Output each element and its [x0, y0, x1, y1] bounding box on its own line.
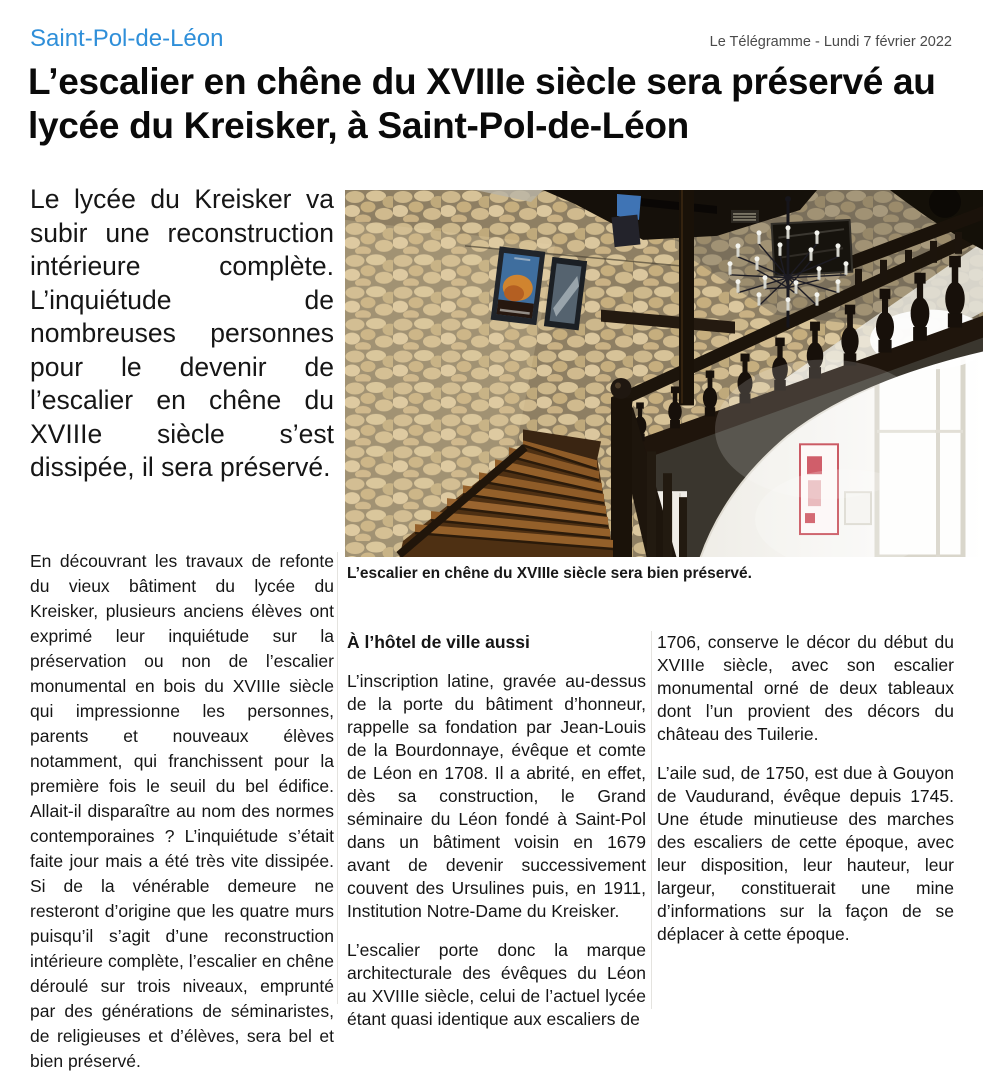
photo-bar-light	[731, 210, 759, 223]
photo-framed-picture-1	[491, 246, 546, 325]
right-paragraph-2: L’aile sud, de 1750, est due à Gouyon de Vaudurand, évêque depuis 1745. Une étude minutieuse des marches des escaliers de cette époque, avec leur disposition, leur hauteur, leur largeur, constituerait une mine d’informations sur la façon de se déplacer à cette époque.	[657, 763, 954, 944]
staircase-photo	[345, 190, 983, 557]
middle-paragraph-2: L’escalier porte donc la marque architecturale des évêques du Léon au XVIIIe siècle, celui de l’actuel lycée étant quasi identique aux escaliers de	[347, 940, 646, 1029]
right-paragraph-1: 1706, conserve le décor du début du XVIIIe siècle, avec son escalier monumental orné de deux tableaux dont l’un provient des décors du château des Tuilerie.	[657, 632, 954, 744]
column-subhead: À l’hôtel de ville aussi	[347, 632, 530, 652]
article-column-middle	[347, 631, 646, 1047]
article-body-left: En découvrant les travaux de refonte du vieux bâtiment du lycée du Kreisker, plusieurs anciens élèves ont exprimé leur inquiétude sur la préservation ou non de l’escalier monumental en bois du XVIIIe siècle qui impressionne les personnes, parents et nouveaux élèves notamment, qui franchissent pour la première fois le seuil du bel édifice. Allait-il disparaître au nom des normes contemporaines ? L’inquiétude s’était faite jour mais a été très vite dissipée. Si de la vénérable demeure ne resteront d’origine que les quatre murs puisqu’il s’agit d’une reconstruction intérieure complète, l’escalier en chêne déroulé sur trois niveaux, emprunté par des générations de séminaristes, de religieuses et d’élèves, sera bel et bien préservé.	[30, 551, 334, 1071]
article-column-right	[657, 631, 954, 962]
headline: L’escalier en chêne du XVIIIe siècle sera préservé au lycée du Kreisker, à Saint-Pol-de-Léon	[28, 61, 936, 147]
edition-info: Le Télégramme - Lundi 7 février 2022	[709, 34, 952, 50]
photo-caption: L’escalier en chêne du XVIIIe siècle sera bien préservé.	[347, 565, 752, 582]
section-label: Saint-Pol-de-Léon	[30, 25, 224, 52]
column-rule-right	[651, 631, 652, 1009]
column-rule-left	[337, 552, 338, 1004]
lead-paragraph: Le lycée du Kreisker va subir une reconstruction intérieure complète. L’inquiétude de nombreuses personnes pour le devenir de l’escalier en chêne du XVIIIe siècle s’est dissipée, il sera préservé.	[30, 184, 334, 482]
middle-paragraph-1: L’inscription latine, gravée au-dessus de la porte du bâtiment d’honneur, rappelle sa fondation par Jean-Louis de la Bourdonnaye, évêque et comte de Léon en 1708. Il a abrité, en effet, dès sa construction, le Grand séminaire du Léon fondé à Saint-Pol dans un bâtiment voisin en 1679 avant de devenir successivement couvent des Ursulines puis, en 1911, Institution Notre-Dame du Kreisker.	[347, 671, 646, 921]
photo-newel-post	[611, 378, 633, 557]
